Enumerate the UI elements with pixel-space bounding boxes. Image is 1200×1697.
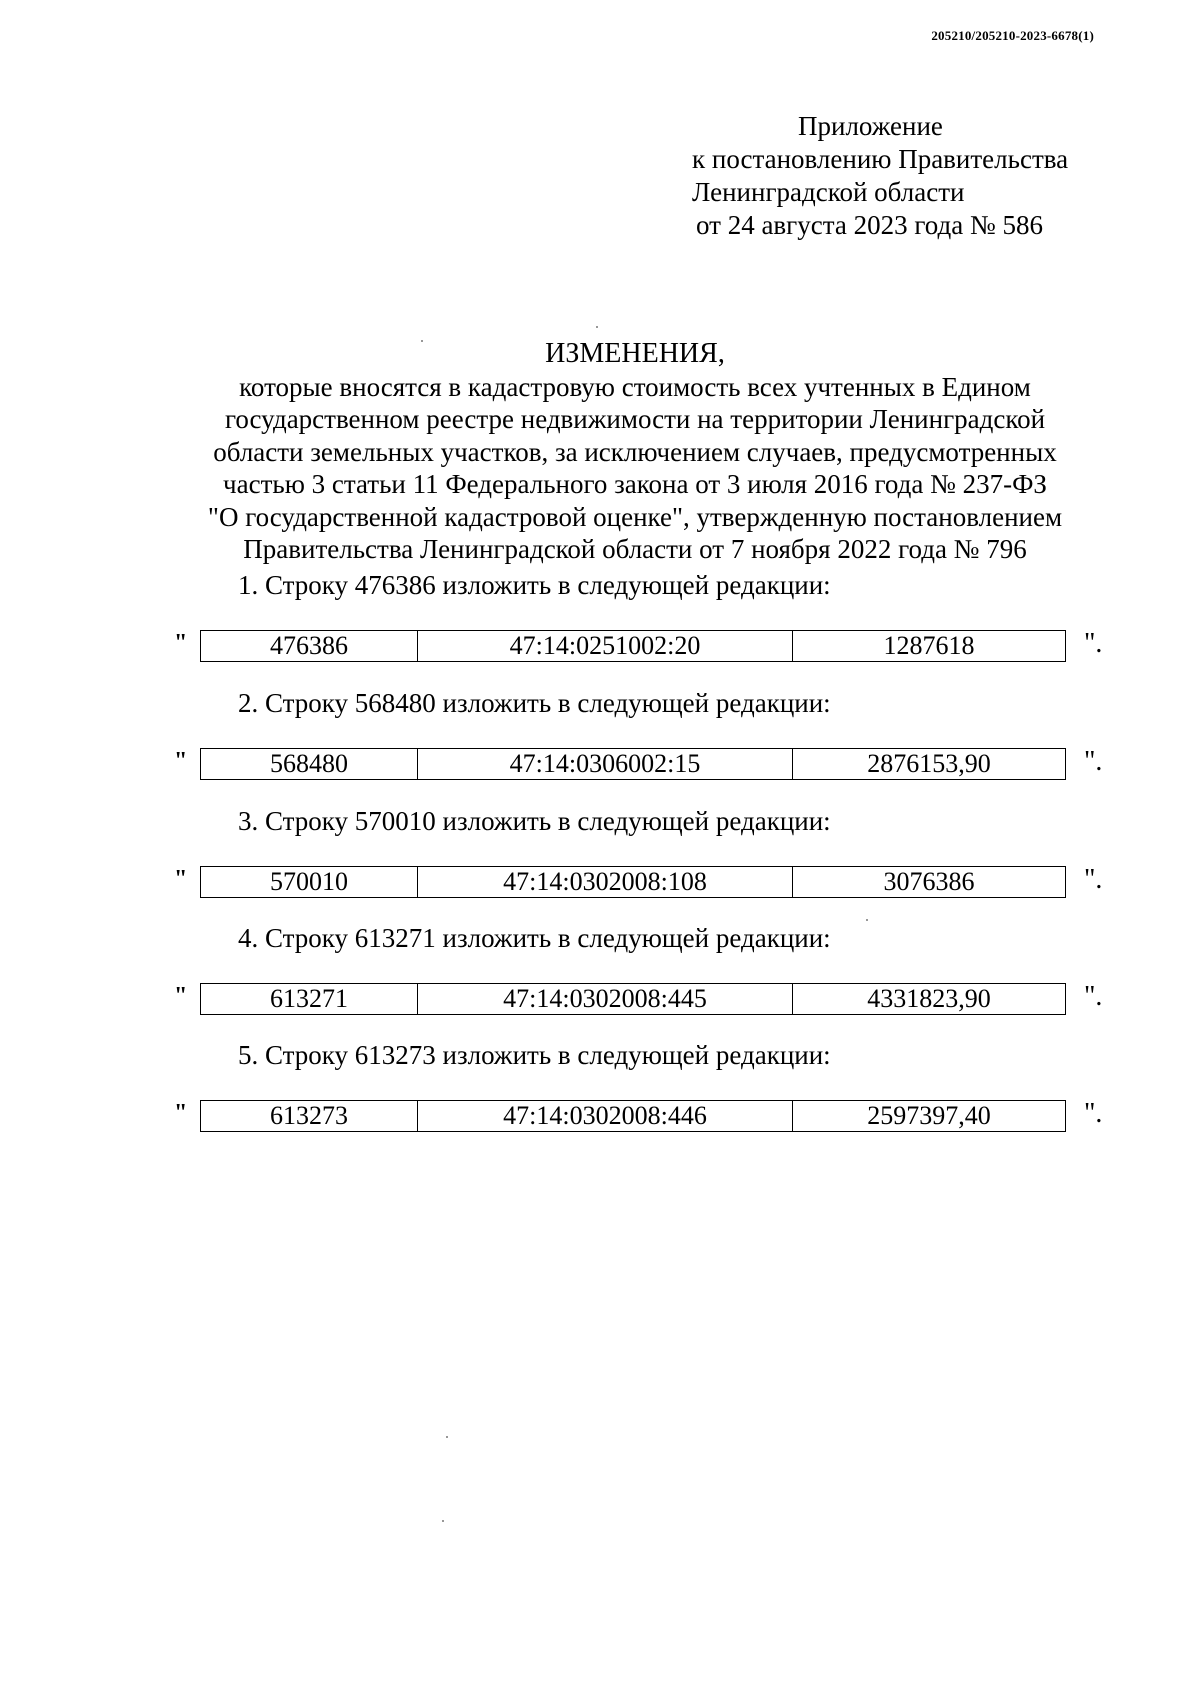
amendment-row-table: [200, 630, 1066, 662]
table-row: [201, 1101, 1066, 1132]
appendix-line: от 24 августа 2023 года № 586: [696, 210, 1043, 240]
scan-speck: [596, 326, 598, 328]
appendix-line: к постановлению Правительства: [692, 144, 1069, 174]
appendix-line: Ленинградской области: [692, 177, 965, 207]
scan-speck: [442, 1520, 444, 1522]
scan-speck: [421, 340, 423, 342]
amendment-item-3: [174, 806, 1114, 896]
item-caption: 3. Строку 570010 изложить в следующей редакции:: [238, 806, 831, 836]
title-line: государственном реестре недвижимости на территории Ленинградской: [224, 404, 1046, 434]
scan-speck: [446, 1436, 448, 1438]
amendment-item-1: [174, 570, 1114, 660]
amendment-row-table: [200, 983, 1066, 1015]
close-quote: ".: [1084, 746, 1103, 777]
row-number-cell: 570010: [201, 867, 418, 898]
amendment-row-table: [200, 866, 1066, 898]
amendment-item-5: [174, 1040, 1114, 1130]
cadastral-value-cell: 3076386: [793, 867, 1066, 898]
close-quote: ".: [1084, 1098, 1103, 1129]
close-quote: ".: [1084, 981, 1103, 1012]
close-quote: ".: [1084, 628, 1103, 659]
cadastral-number-cell: 47:14:0302008:446: [418, 1101, 793, 1132]
item-caption: 4. Строку 613271 изложить в следующей редакции:: [238, 923, 831, 953]
scan-speck: [866, 919, 868, 921]
amendment-item-4: [174, 923, 1114, 1013]
row-number-cell: 568480: [201, 749, 418, 780]
open-quote: ": [174, 866, 188, 892]
table-row: [201, 749, 1066, 780]
amendment-item-2: [174, 688, 1114, 778]
cadastral-value-cell: 2597397,40: [793, 1101, 1066, 1132]
cadastral-number-cell: 47:14:0302008:108: [418, 867, 793, 898]
item-caption: 2. Строку 568480 изложить в следующей редакции:: [238, 688, 831, 718]
item-caption: 5. Строку 613273 изложить в следующей редакции:: [238, 1040, 831, 1070]
amendment-row-table: [200, 1100, 1066, 1132]
cadastral-value-cell: 4331823,90: [793, 984, 1066, 1015]
table-row: [201, 984, 1066, 1015]
table-row: [201, 631, 1066, 662]
row-number-cell: 613271: [201, 984, 418, 1015]
title-line: которые вносятся в кадастровую стоимость всех учтенных в Едином: [239, 371, 1031, 402]
item-caption: 1. Строку 476386 изложить в следующей редакции:: [238, 570, 831, 600]
cadastral-value-cell: 1287618: [793, 631, 1066, 662]
document-number: 205210/205210-2023-6678(1): [931, 28, 1094, 43]
close-quote: ".: [1084, 864, 1103, 895]
appendix-line: Приложение: [798, 111, 943, 141]
open-quote: ": [174, 983, 188, 1009]
title-line: области земельных участков, за исключением случаев, предусмотренных: [213, 436, 1057, 467]
open-quote: ": [174, 748, 188, 774]
title-line: Правительства Ленинградской области от 7 ноября 2022 года № 796: [243, 534, 1027, 564]
row-number-cell: 613273: [201, 1101, 418, 1132]
cadastral-number-cell: 47:14:0302008:445: [418, 984, 793, 1015]
cadastral-number-cell: 47:14:0251002:20: [418, 631, 793, 662]
cadastral-value-cell: 2876153,90: [793, 749, 1066, 780]
row-number-cell: 476386: [201, 631, 418, 662]
title-line: "О государственной кадастровой оценке", утвержденную постановлением: [207, 501, 1063, 532]
document-title: [170, 338, 1100, 566]
cadastral-number-cell: 47:14:0306002:15: [418, 749, 793, 780]
appendix-header: [692, 110, 1068, 242]
amendment-row-table: [200, 748, 1066, 780]
title-heading: ИЗМЕНЕНИЯ,: [545, 338, 725, 369]
title-line: частью 3 статьи 11 Федерального закона от 3 июля 2016 года № 237-ФЗ: [223, 469, 1047, 499]
open-quote: ": [174, 1100, 188, 1126]
table-row: [201, 867, 1066, 898]
open-quote: ": [174, 630, 188, 656]
